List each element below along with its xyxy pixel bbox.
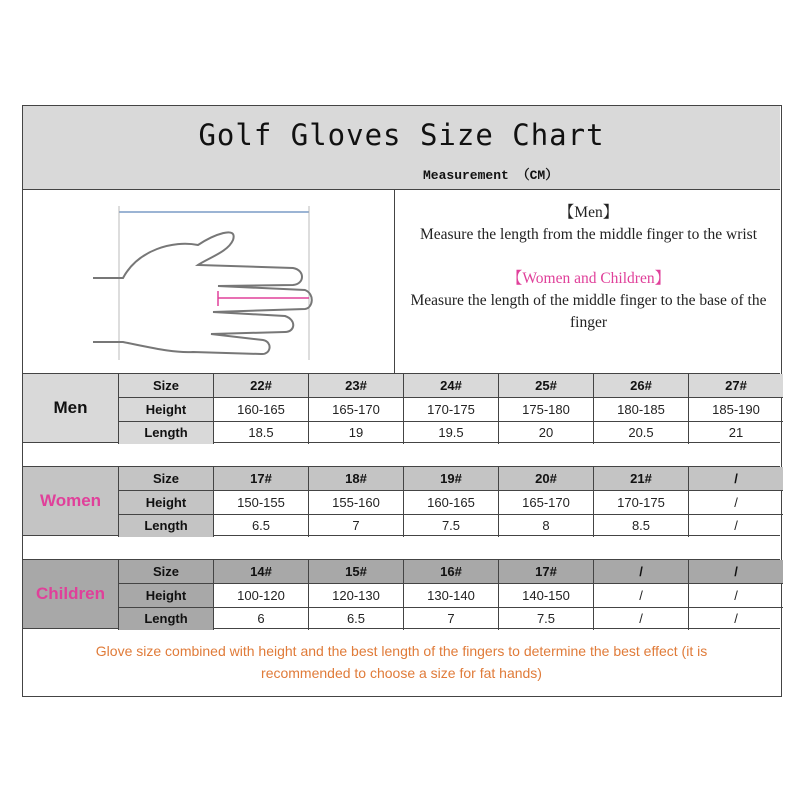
men-instruction: Measure the length from the middle finger to the wrist [419,226,758,243]
table-cell: 165-170 [308,398,403,420]
table-cell: 21# [593,467,688,490]
table-cell: 160-165 [403,491,498,513]
table-cell: 19 [308,422,403,444]
table-cell: 140-150 [498,584,593,606]
table-cell: 100-120 [213,584,308,606]
row-header: Size [118,467,213,490]
section-label: Children [23,560,118,628]
women-children-instruction: Measure the length of the middle finger to the base of the finger [410,292,767,331]
table-cell: 180-185 [593,398,688,420]
section-children [23,559,780,629]
size-chart [22,105,782,697]
table-cell: 7.5 [403,515,498,537]
table-row-heights [118,490,783,513]
row-header: Height [118,398,213,420]
table-cell: 20.5 [593,422,688,444]
table-cell: 17# [498,560,593,583]
table-cell: / [593,584,688,606]
row-header: Length [118,422,213,444]
table-cell: 7.5 [498,608,593,630]
row-header: Length [118,608,213,630]
women-children-heading: 【Women and Children】 [506,270,671,287]
table-cell: / [593,608,688,630]
table-cell: 170-175 [593,491,688,513]
table-cell: 19# [403,467,498,490]
table-cell: 20# [498,467,593,490]
table-cell: 8.5 [593,515,688,537]
table-cell: 24# [403,374,498,397]
table-cell: 20 [498,422,593,444]
table-cell: 7 [403,608,498,630]
table-cell: 16# [403,560,498,583]
table-cell: 21 [688,422,783,444]
table-cell: 25# [498,374,593,397]
table-cell: / [593,560,688,583]
table-cell: 165-170 [498,491,593,513]
table-cell: 6.5 [308,608,403,630]
table-cell: 18.5 [213,422,308,444]
table-cell: 27# [688,374,783,397]
table-cell: / [688,560,783,583]
table-cell: 170-175 [403,398,498,420]
table-row-heights [118,583,783,606]
table-cell: / [688,491,783,513]
table-cell: 120-130 [308,584,403,606]
table-cell: 130-140 [403,584,498,606]
table-cell: 8 [498,515,593,537]
table-cell: 185-190 [688,398,783,420]
row-header: Size [118,374,213,397]
table-cell: / [688,608,783,630]
table-row-sizes [118,374,783,397]
table-cell: 14# [213,560,308,583]
page-title: Golf Gloves Size Chart [198,118,605,152]
table-row-lengths [118,514,783,537]
table-cell: / [688,584,783,606]
section-men [23,373,780,443]
table-row-sizes [118,467,783,490]
table-cell: / [688,467,783,490]
table-row-lengths [118,607,783,630]
table-cell: / [688,515,783,537]
header [23,106,780,190]
men-heading: 【Men】 [558,204,619,221]
table-cell: 23# [308,374,403,397]
table-cell: 26# [593,374,688,397]
row-header: Height [118,491,213,513]
table-cell: 150-155 [213,491,308,513]
section-label: Women [23,467,118,535]
table-row-heights [118,397,783,420]
table-cell: 155-160 [308,491,403,513]
table-cell: 160-165 [213,398,308,420]
table-row-lengths [118,421,783,444]
table-cell: 22# [213,374,308,397]
table-row-sizes [118,560,783,583]
section-women [23,466,780,536]
row-header: Length [118,515,213,537]
table-cell: 17# [213,467,308,490]
footer-note: Glove size combined with height and the best length of the fingers to determine the best effect (it is recommended to choose a size for fat hands) [95,643,708,681]
measurement-unit: Measurement （CM） [423,168,559,183]
hand-illustration [23,190,395,373]
hand-icon [23,190,395,373]
table-cell: 175-180 [498,398,593,420]
table-cell: 6 [213,608,308,630]
row-header: Size [118,560,213,583]
table-cell: 19.5 [403,422,498,444]
table-cell: 7 [308,515,403,537]
table-cell: 18# [308,467,403,490]
measurement-instructions [396,190,781,373]
table-cell: 15# [308,560,403,583]
section-label: Men [23,374,118,442]
row-header: Height [118,584,213,606]
table-cell: 6.5 [213,515,308,537]
